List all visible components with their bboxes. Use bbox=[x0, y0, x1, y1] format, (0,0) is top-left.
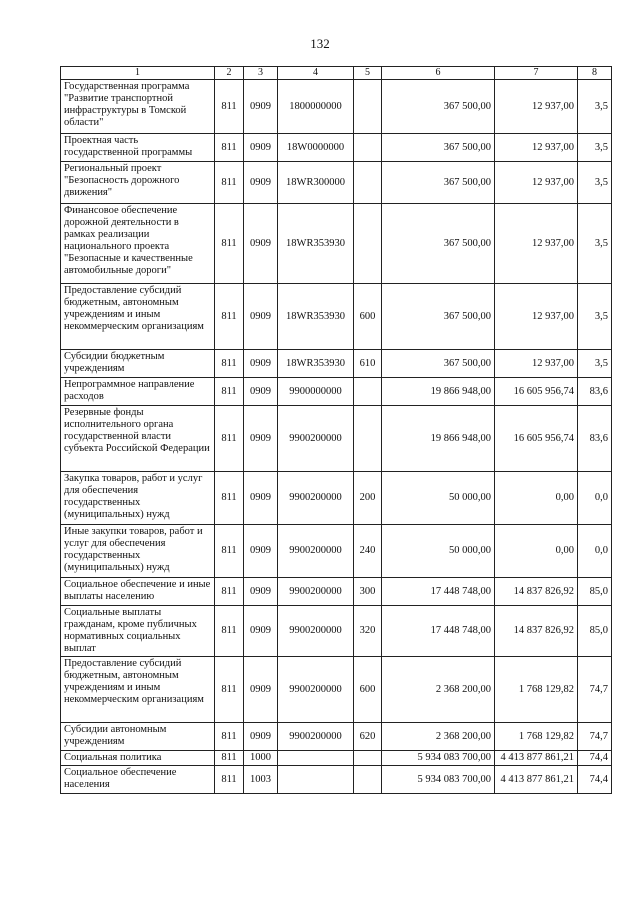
section-code-cell: 0909 bbox=[244, 606, 278, 657]
section-code-cell: 0909 bbox=[244, 378, 278, 406]
admin-code-cell: 811 bbox=[215, 162, 244, 204]
expense-type-cell bbox=[354, 751, 382, 766]
column-header: 6 bbox=[382, 67, 495, 80]
row-name-cell: Предоставление субсидий бюджетным, автономным учреждениям и иным некоммерческим организациям bbox=[61, 284, 215, 350]
admin-code-cell: 811 bbox=[215, 657, 244, 723]
admin-code-cell: 811 bbox=[215, 204, 244, 284]
percent-cell: 3,5 bbox=[578, 350, 612, 378]
plan-amount-cell: 367 500,00 bbox=[382, 134, 495, 162]
actual-amount-cell: 14 837 826,92 bbox=[495, 606, 578, 657]
admin-code-cell: 811 bbox=[215, 723, 244, 751]
actual-amount-cell: 1 768 129,82 bbox=[495, 657, 578, 723]
actual-amount-cell: 4 413 877 861,21 bbox=[495, 751, 578, 766]
table-row bbox=[61, 406, 612, 472]
target-code-cell: 9900000000 bbox=[278, 378, 354, 406]
percent-cell: 74,4 bbox=[578, 751, 612, 766]
table-row bbox=[61, 723, 612, 751]
expense-type-cell: 600 bbox=[354, 284, 382, 350]
row-name-cell: Региональный проект "Безопасность дорожного движения" bbox=[61, 162, 215, 204]
table-row bbox=[61, 606, 612, 657]
actual-amount-cell: 4 413 877 861,21 bbox=[495, 766, 578, 794]
admin-code-cell: 811 bbox=[215, 578, 244, 606]
actual-amount-cell: 16 605 956,74 bbox=[495, 378, 578, 406]
section-code-cell: 1000 bbox=[244, 751, 278, 766]
table-row bbox=[61, 751, 612, 766]
admin-code-cell: 811 bbox=[215, 350, 244, 378]
table-row bbox=[61, 350, 612, 378]
budget-table bbox=[60, 66, 612, 794]
expense-type-cell bbox=[354, 80, 382, 134]
percent-cell: 74,7 bbox=[578, 723, 612, 751]
plan-amount-cell: 2 368 200,00 bbox=[382, 657, 495, 723]
percent-cell: 74,4 bbox=[578, 766, 612, 794]
target-code-cell: 9900200000 bbox=[278, 578, 354, 606]
percent-cell: 0,0 bbox=[578, 472, 612, 525]
percent-cell: 3,5 bbox=[578, 204, 612, 284]
page-number: 132 bbox=[310, 36, 330, 51]
plan-amount-cell: 5 934 083 700,00 bbox=[382, 751, 495, 766]
section-code-cell: 0909 bbox=[244, 657, 278, 723]
admin-code-cell: 811 bbox=[215, 606, 244, 657]
table-row bbox=[61, 657, 612, 723]
column-header: 5 bbox=[354, 67, 382, 80]
percent-cell: 83,6 bbox=[578, 378, 612, 406]
row-name-cell: Социальное обеспечение и иные выплаты населению bbox=[61, 578, 215, 606]
target-code-cell: 9900200000 bbox=[278, 525, 354, 578]
expense-type-cell bbox=[354, 378, 382, 406]
target-code-cell: 18WR300000 bbox=[278, 162, 354, 204]
expense-type-cell bbox=[354, 406, 382, 472]
column-number-row bbox=[61, 67, 612, 80]
row-name-cell: Закупка товаров, работ и услуг для обеспечения государственных (муниципальных) нужд bbox=[61, 472, 215, 525]
column-header: 2 bbox=[215, 67, 244, 80]
plan-amount-cell: 19 866 948,00 bbox=[382, 378, 495, 406]
plan-amount-cell: 50 000,00 bbox=[382, 525, 495, 578]
admin-code-cell: 811 bbox=[215, 80, 244, 134]
table-row bbox=[61, 525, 612, 578]
percent-cell: 3,5 bbox=[578, 80, 612, 134]
actual-amount-cell: 16 605 956,74 bbox=[495, 406, 578, 472]
row-name-cell: Субсидии бюджетным учреждениям bbox=[61, 350, 215, 378]
actual-amount-cell: 0,00 bbox=[495, 525, 578, 578]
actual-amount-cell: 12 937,00 bbox=[495, 162, 578, 204]
table-row bbox=[61, 378, 612, 406]
plan-amount-cell: 17 448 748,00 bbox=[382, 578, 495, 606]
percent-cell: 3,5 bbox=[578, 162, 612, 204]
admin-code-cell: 811 bbox=[215, 766, 244, 794]
plan-amount-cell: 367 500,00 bbox=[382, 284, 495, 350]
column-header: 8 bbox=[578, 67, 612, 80]
expense-type-cell bbox=[354, 162, 382, 204]
admin-code-cell: 811 bbox=[215, 134, 244, 162]
actual-amount-cell: 12 937,00 bbox=[495, 284, 578, 350]
expense-type-cell: 200 bbox=[354, 472, 382, 525]
expense-type-cell: 320 bbox=[354, 606, 382, 657]
admin-code-cell: 811 bbox=[215, 472, 244, 525]
section-code-cell: 1003 bbox=[244, 766, 278, 794]
percent-cell: 85,0 bbox=[578, 606, 612, 657]
row-name-cell: Государственная программа "Развитие транспортной инфраструктуры в Томской области" bbox=[61, 80, 215, 134]
target-code-cell: 18W0000000 bbox=[278, 134, 354, 162]
column-header: 3 bbox=[244, 67, 278, 80]
target-code-cell: 18WR353930 bbox=[278, 350, 354, 378]
actual-amount-cell: 1 768 129,82 bbox=[495, 723, 578, 751]
section-code-cell: 0909 bbox=[244, 350, 278, 378]
column-header: 4 bbox=[278, 67, 354, 80]
expense-type-cell: 240 bbox=[354, 525, 382, 578]
admin-code-cell: 811 bbox=[215, 751, 244, 766]
row-name-cell: Социальная политика bbox=[61, 751, 215, 766]
row-name-cell: Проектная часть государственной программы bbox=[61, 134, 215, 162]
target-code-cell: 9900200000 bbox=[278, 472, 354, 525]
actual-amount-cell: 12 937,00 bbox=[495, 80, 578, 134]
section-code-cell: 0909 bbox=[244, 723, 278, 751]
plan-amount-cell: 5 934 083 700,00 bbox=[382, 766, 495, 794]
target-code-cell: 9900200000 bbox=[278, 606, 354, 657]
expense-type-cell bbox=[354, 134, 382, 162]
row-name-cell: Предоставление субсидий бюджетным, автономным учреждениям и иным некоммерческим организациям bbox=[61, 657, 215, 723]
target-code-cell bbox=[278, 751, 354, 766]
admin-code-cell: 811 bbox=[215, 378, 244, 406]
table-row bbox=[61, 472, 612, 525]
admin-code-cell: 811 bbox=[215, 406, 244, 472]
row-name-cell: Социальные выплаты гражданам, кроме публичных нормативных социальных выплат bbox=[61, 606, 215, 657]
column-header: 7 bbox=[495, 67, 578, 80]
actual-amount-cell: 12 937,00 bbox=[495, 350, 578, 378]
row-name-cell: Резервные фонды исполнительного органа государственной власти субъекта Российской Федерации bbox=[61, 406, 215, 472]
section-code-cell: 0909 bbox=[244, 284, 278, 350]
section-code-cell: 0909 bbox=[244, 472, 278, 525]
section-code-cell: 0909 bbox=[244, 80, 278, 134]
actual-amount-cell: 12 937,00 bbox=[495, 204, 578, 284]
target-code-cell: 18WR353930 bbox=[278, 204, 354, 284]
table-row bbox=[61, 134, 612, 162]
plan-amount-cell: 367 500,00 bbox=[382, 162, 495, 204]
table-row bbox=[61, 80, 612, 134]
plan-amount-cell: 2 368 200,00 bbox=[382, 723, 495, 751]
expense-type-cell: 300 bbox=[354, 578, 382, 606]
row-name-cell: Финансовое обеспечение дорожной деятельности в рамках реализации национального проекта "Безопасные и качественные автомобильные дороги" bbox=[61, 204, 215, 284]
plan-amount-cell: 367 500,00 bbox=[382, 80, 495, 134]
expense-type-cell: 620 bbox=[354, 723, 382, 751]
target-code-cell: 9900200000 bbox=[278, 657, 354, 723]
percent-cell: 3,5 bbox=[578, 134, 612, 162]
table-row bbox=[61, 578, 612, 606]
plan-amount-cell: 17 448 748,00 bbox=[382, 606, 495, 657]
section-code-cell: 0909 bbox=[244, 204, 278, 284]
expense-type-cell: 600 bbox=[354, 657, 382, 723]
plan-amount-cell: 19 866 948,00 bbox=[382, 406, 495, 472]
target-code-cell bbox=[278, 766, 354, 794]
section-code-cell: 0909 bbox=[244, 525, 278, 578]
row-name-cell: Иные закупки товаров, работ и услуг для обеспечения государственных (муниципальных) нужд bbox=[61, 525, 215, 578]
admin-code-cell: 811 bbox=[215, 284, 244, 350]
plan-amount-cell: 367 500,00 bbox=[382, 204, 495, 284]
row-name-cell: Субсидии автономным учреждениям bbox=[61, 723, 215, 751]
plan-amount-cell: 50 000,00 bbox=[382, 472, 495, 525]
expense-type-cell: 610 bbox=[354, 350, 382, 378]
plan-amount-cell: 367 500,00 bbox=[382, 350, 495, 378]
table-row bbox=[61, 204, 612, 284]
row-name-cell: Непрограммное направление расходов bbox=[61, 378, 215, 406]
target-code-cell: 18WR353930 bbox=[278, 284, 354, 350]
admin-code-cell: 811 bbox=[215, 525, 244, 578]
percent-cell: 0,0 bbox=[578, 525, 612, 578]
target-code-cell: 9900200000 bbox=[278, 406, 354, 472]
table-row bbox=[61, 162, 612, 204]
percent-cell: 83,6 bbox=[578, 406, 612, 472]
expense-type-cell bbox=[354, 766, 382, 794]
expense-type-cell bbox=[354, 204, 382, 284]
actual-amount-cell: 14 837 826,92 bbox=[495, 578, 578, 606]
section-code-cell: 0909 bbox=[244, 134, 278, 162]
section-code-cell: 0909 bbox=[244, 406, 278, 472]
row-name-cell: Социальное обеспечение населения bbox=[61, 766, 215, 794]
percent-cell: 85,0 bbox=[578, 578, 612, 606]
actual-amount-cell: 0,00 bbox=[495, 472, 578, 525]
table-row bbox=[61, 284, 612, 350]
target-code-cell: 9900200000 bbox=[278, 723, 354, 751]
actual-amount-cell: 12 937,00 bbox=[495, 134, 578, 162]
section-code-cell: 0909 bbox=[244, 578, 278, 606]
percent-cell: 3,5 bbox=[578, 284, 612, 350]
target-code-cell: 1800000000 bbox=[278, 80, 354, 134]
table-row bbox=[61, 766, 612, 794]
percent-cell: 74,7 bbox=[578, 657, 612, 723]
section-code-cell: 0909 bbox=[244, 162, 278, 204]
column-header: 1 bbox=[61, 67, 215, 80]
